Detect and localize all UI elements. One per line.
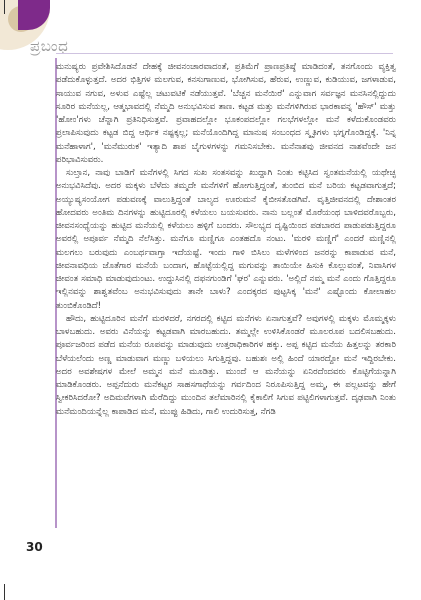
crop-mark-top xyxy=(4,0,5,14)
page-number: 30 xyxy=(26,540,43,554)
paragraph-2: ಸುಲ್ತಾನ, ನಾವು ಬಾಡಿಗೆ ಮನೆಗಳಲ್ಲಿ ಸಿಗದ ಸುಖ ಸಂತಸವನ್ನು ಖುದ್ದಾಗಿ ನಿಂತು ಕಟ್ಟಿಸಿದ ಸ್ವಂತಮನೆಯಲ್ಲಿ ಯಥೇಚ್ಛ ಅನುಭವಿಸಿದೆವು. ಅದರ ಮಕ್ಕಳು ಬೆಳೆದು ತಮ್ಮದೇ ಮನೆಗಳಿಗೆ ಹೋಗುತ್ತಿದ್ದಂತೆ, ತುಂಬಿದ ಮನೆ ಬರಿಯ ಕಟ್ಟಡವಾಗುತ್ತದೆ; ಅಯ್ಯುಷ್ಯಸಂಯೋಗ ಪಡುವಣಕ್ಕೆ ವಾಲುತ್ತಿದ್ದಂತೆ ಬಾಲ್ಯದ ಊರುಮನೆ ಕೈಬೀಸತೊಡಗಿವೆ. ವೃತ್ತಿಜೀವನದಲ್ಲಿ ದೇಶಾಂತರ ಹೋದವರು ಅಂತಿಮ ದಿನಗಳನ್ನು ಹುಟ್ಟಿದೂರಲ್ಲಿ ಕಳೆಯಲು ಬಯಸುವರು. ನಾನು ಬಲ್ಲಂತೆ ಮೊರೆಯಂಥ ಬಾಳಿದವರೊಬ್ಬರು, ಜೀವನಸಂಧ್ಯೆಯನ್ನು ಹುಟ್ಟಿದ ಮನೆಯಲ್ಲಿ ಕಳೆಯಲು ಹಳ್ಳಿಗೆ ಬಂದರು. ಸೌಲಭ್ಯದ ದೃಷ್ಟಿಯಿಂದ ಪಡಬಾರದ ಪಾಡುಪಡುತ್ತಿದ್ದರೂ ಅವರಲ್ಲಿ ಅಪೂರ್ವ ನೆಮ್ಮದಿ ನೆಲೆಸಿತ್ತು. ಮನೆಗೂ ಮಣ್ಣಿಗೂ ಎಂತಹದೊ ನಂಟು. 'ಮರಳಿ ಮಣ್ಣಿಗೆ' ಎಂದರೆ ಮಣ್ಣಿನಲ್ಲಿ ಮಲಗಲು ಬರುವುದು ಎಂಬರ್ಥವಾಗ್ತಾ ಇದೆಯಷ್ಟೆ. ಇಂದು ಗಾಳಿ ಬಿಸಿಲು ಮಳೆಗಳಿಂದ ಜನರನ್ನು ಕಾಪಾಡುವ ಮನೆ, ಜೀವನಾವಧಿಯ ಜೊತೆಗಾರ ಮನೆಯೆ ಬಂದಾಗ, ಹೊಟ್ಟೆಯಲ್ಲಿದ್ದ ಮಗುವನ್ನು ತಾಯಿಯೇ ಹಿಸುಕಿ ಕೊಲ್ಲುವಂತೆ, ನಿವಾಸಿಗಳ ಜೀವಂತ ಸಮಾಧಿ ಮಾಡುವುದುಂಟು. ಉದ್ದುಸಿನಲ್ಲಿ ದಫನಗುಂಡಿಗೆ 'ಘರ' ಎನ್ನುವರು. 'ಅಲ್ಲಿದೆ ನಮ್ಮ ಮನೆ ಎಂದು ಗೊತ್ತಿದ್ದರೂ ಇಲ್ಲಿನವನ್ನು ಶಾಶ್ವತವೆಂಬ ಅನುಭವಿಸುವುದು ತಾನೇ ಬಾಳು? ಎಂದಕ್ಕರದ ಪುಟ್ಟಸಿಕ್ಕ 'ಮನೆ' ಎಷ್ಟೊಂದು ಕೋಲಾಹಲ ತುಂಬಿಕೊಂಡಿದೆ! xyxy=(56,168,396,311)
paragraph-1: ಮನುಷ್ಯರು ಪ್ರವೇಶಿಸಿದೊಡನೆ ದೇಹಕ್ಕೆ ಜೀವನಂಚಾರವಾದಂತೆ, ಪ್ರತಿಮೆಗೆ ಪ್ರಾಣಪ್ರತಿಷ್ಠೆ ಮಾಡಿದಂತೆ, ತನಗೊಂದು ವ್ಯಕ್ತಿತ್ವ ಪಡೆದುಕೊಳ್ಳುತ್ತದೆ. ಅದರ ಭಿತ್ತಿಗಳ ಮಲಗುವ, ಕನಸುಗಾಣುವ, ಭೋಗಿಸುವ, ಹೆರುವ, ಉಣ್ಣುವ, ಕುಡಿಯುವ, ಜಗಳಾಡುವ, ಸಾಯುವ ನಗುವ, ಅಳುವ ಎಷ್ಟೆಲ್ಲ ಚಟುವಟಿಕೆ ನಡೆಯುತ್ತವೆ. 'ಬೆಚ್ಚನ ಮನೆಯಿರೆ' ಎನ್ನುವಾಗ ಸರ್ವಜ್ಞನ ಮನಸಿನಲ್ಲಿದ್ದುದು ಸೂರಿರ ಮನೆಯಲ್ಲ, ಆತ್ಮಭಾವದಲ್ಲಿ ನೆಮ್ಮದಿ ಅನುಭವಿಸುವ ತಾಣ. ಕಟ್ಟಡ ಮತ್ತು ಮನೆಗಳಿಗಿರುವ ಭಾರಕಾವನ್ನ 'ಹೌಸ್' ಮತ್ತು 'ಹೋಂ'ಗಳು ಚೆನ್ನಾಗಿ ಪ್ರತಿನಿಧಿಸುತ್ತವೆ. ಪ್ರವಾಹದಲ್ಲೋ ಭೂಕಂಪದಲ್ಲೋ ಗಲಭೆಗಳಲ್ಲೋ ಮನೆ ಕಳೆದುಕೊಂಡವರು ಪ್ರಲಾಪಿಸುವುದು ಕಟ್ಟಡ ಬಿದ್ದ ಆರ್ಥಿಕ ನಷ್ಟಕ್ಕಲ್ಲ; ಮನೆಯೊಂದಿಗಿದ್ದ ಮಾನುಷ ಸಂಬಂಧದ ಸ್ಮೃತಿಗಳು ಭಗ್ನಗೊಂಡಿದ್ದಕ್ಕೆ. 'ನಿನ್ನ ಮನೆಹಾಳಾಗ', 'ಮನೆಮುರುಕ' ಇತ್ಯಾದಿ ಶಾಪ ಬೈಗುಳಗಳನ್ನು ಗಮನಿಸಬೇಕು. ಮನೆನಾಶವು ಜೀವನದ ನಾಶವೆಂದೇ ಜನ ಪರಿಭಾವಿಸುವರು. xyxy=(56,62,396,165)
essay-body xyxy=(56,61,396,419)
section-title: ಪ್ರಬಂಧ xyxy=(30,37,69,55)
paragraph-3: ಹೌದು, ಹುಟ್ಟಿದೂರಿನ ಮನೆಗೆ ಮರಳಿದರೆ, ನಗರದಲ್ಲಿ ಕಟ್ಟಿದ ಮನೆಗಳು ಏನಾಗುತ್ತವೆ? ಅವುಗಳಲ್ಲಿ ಮಕ್ಕಳು ಮೊಮ್ಮಕ್ಕಳು ಬಾಳಬಹುದು. ಅವರು ವಿನೆಯನ್ನು ಕಟ್ಟಡವಾಗಿ ಮಾರಬಹುದು. ತಮ್ಮಲ್ಲೇ ಉಳಿಸಿಕೊಂಡರೆ ಮೂಲರೂಪ ಬದಲಿಸಬಹುದು. ಪೂರ್ವಜರಿಂದ ಪಡೆದ ಮನೆಯ ರೂಪವನ್ನು ಮಾಡುವುದು ಉತ್ತರಾಧಿಕಾರಿಗಳ ಹಕ್ಕು. ಅಪ್ಪ ಕಟ್ಟಿದ ಮನೆಯ ಹಿತ್ತಲನ್ನು ತರಕಾರಿ ಬೆಳೆಯಲೆಂದು ಅಣ್ಣ ಮಾಡುವಾಗ ಮಣ್ಣು ಬಳಿಯಲು ಸಿಗುತ್ತಿದ್ದವು. ಬಹುಶಃ ಅಲ್ಲಿ ಹಿಂದೆ ಯಾರದ್ದೋ ಮನೆ ಇದ್ದಿರಬೇಕು. ಅದರ ಅವಶೇಷಗಳ ಮೇಲೆ ಅಮ್ಮನ ಮನೆ ಮೂಡಿತ್ತು. ಮುಂದೆ ಆ ಮನೆಯನ್ನು ಏನಿರದೆಂದವರು ಕೊಟ್ಟಿಗೆಯನ್ನಾಗಿ ಮಾಡಿಕೊಂಡರು. ಅಪ್ಪನೆದುರು ಮನೆಕಟ್ಟರ ಸಾಹಸಗಾಥೆಯನ್ನು ಗರ್ವದಿಂದ ನಿರೂಪಿಸುತ್ತಿದ್ದ ಅಮ್ಮ, ಈ ಪಲ್ಲಟವನ್ನು ಹೇಗೆ ಸ್ವೀಕರಿಸಿದರೋ? ಅದಿಮವೆಗಳಾಗಿ ಮೆರೆದಿದ್ದು ಮುಂದಿನ ತಲೆಮಾರಿನಲ್ಲಿ ಕೈಕಾಲಿಗೆ ಸಿಗುವ ಪಟ್ಟಿಲಿಗಳಾಗುತ್ತವೆ. ದೃಢವಾಗಿ ನಿಂತು ಮನೆಮಂದಿಯನ್ನೆಲ್ಲ ಕಾಪಾಡಿದ ಮನೆ, ಮುಪ್ಪು ಹಿಡಿದು, ಗಾಲಿ ಉದುರಿಸುತ್ತ, ನೆಗಡಿ xyxy=(56,313,396,417)
crop-mark-bottom xyxy=(4,584,5,600)
header-rule xyxy=(56,53,393,54)
